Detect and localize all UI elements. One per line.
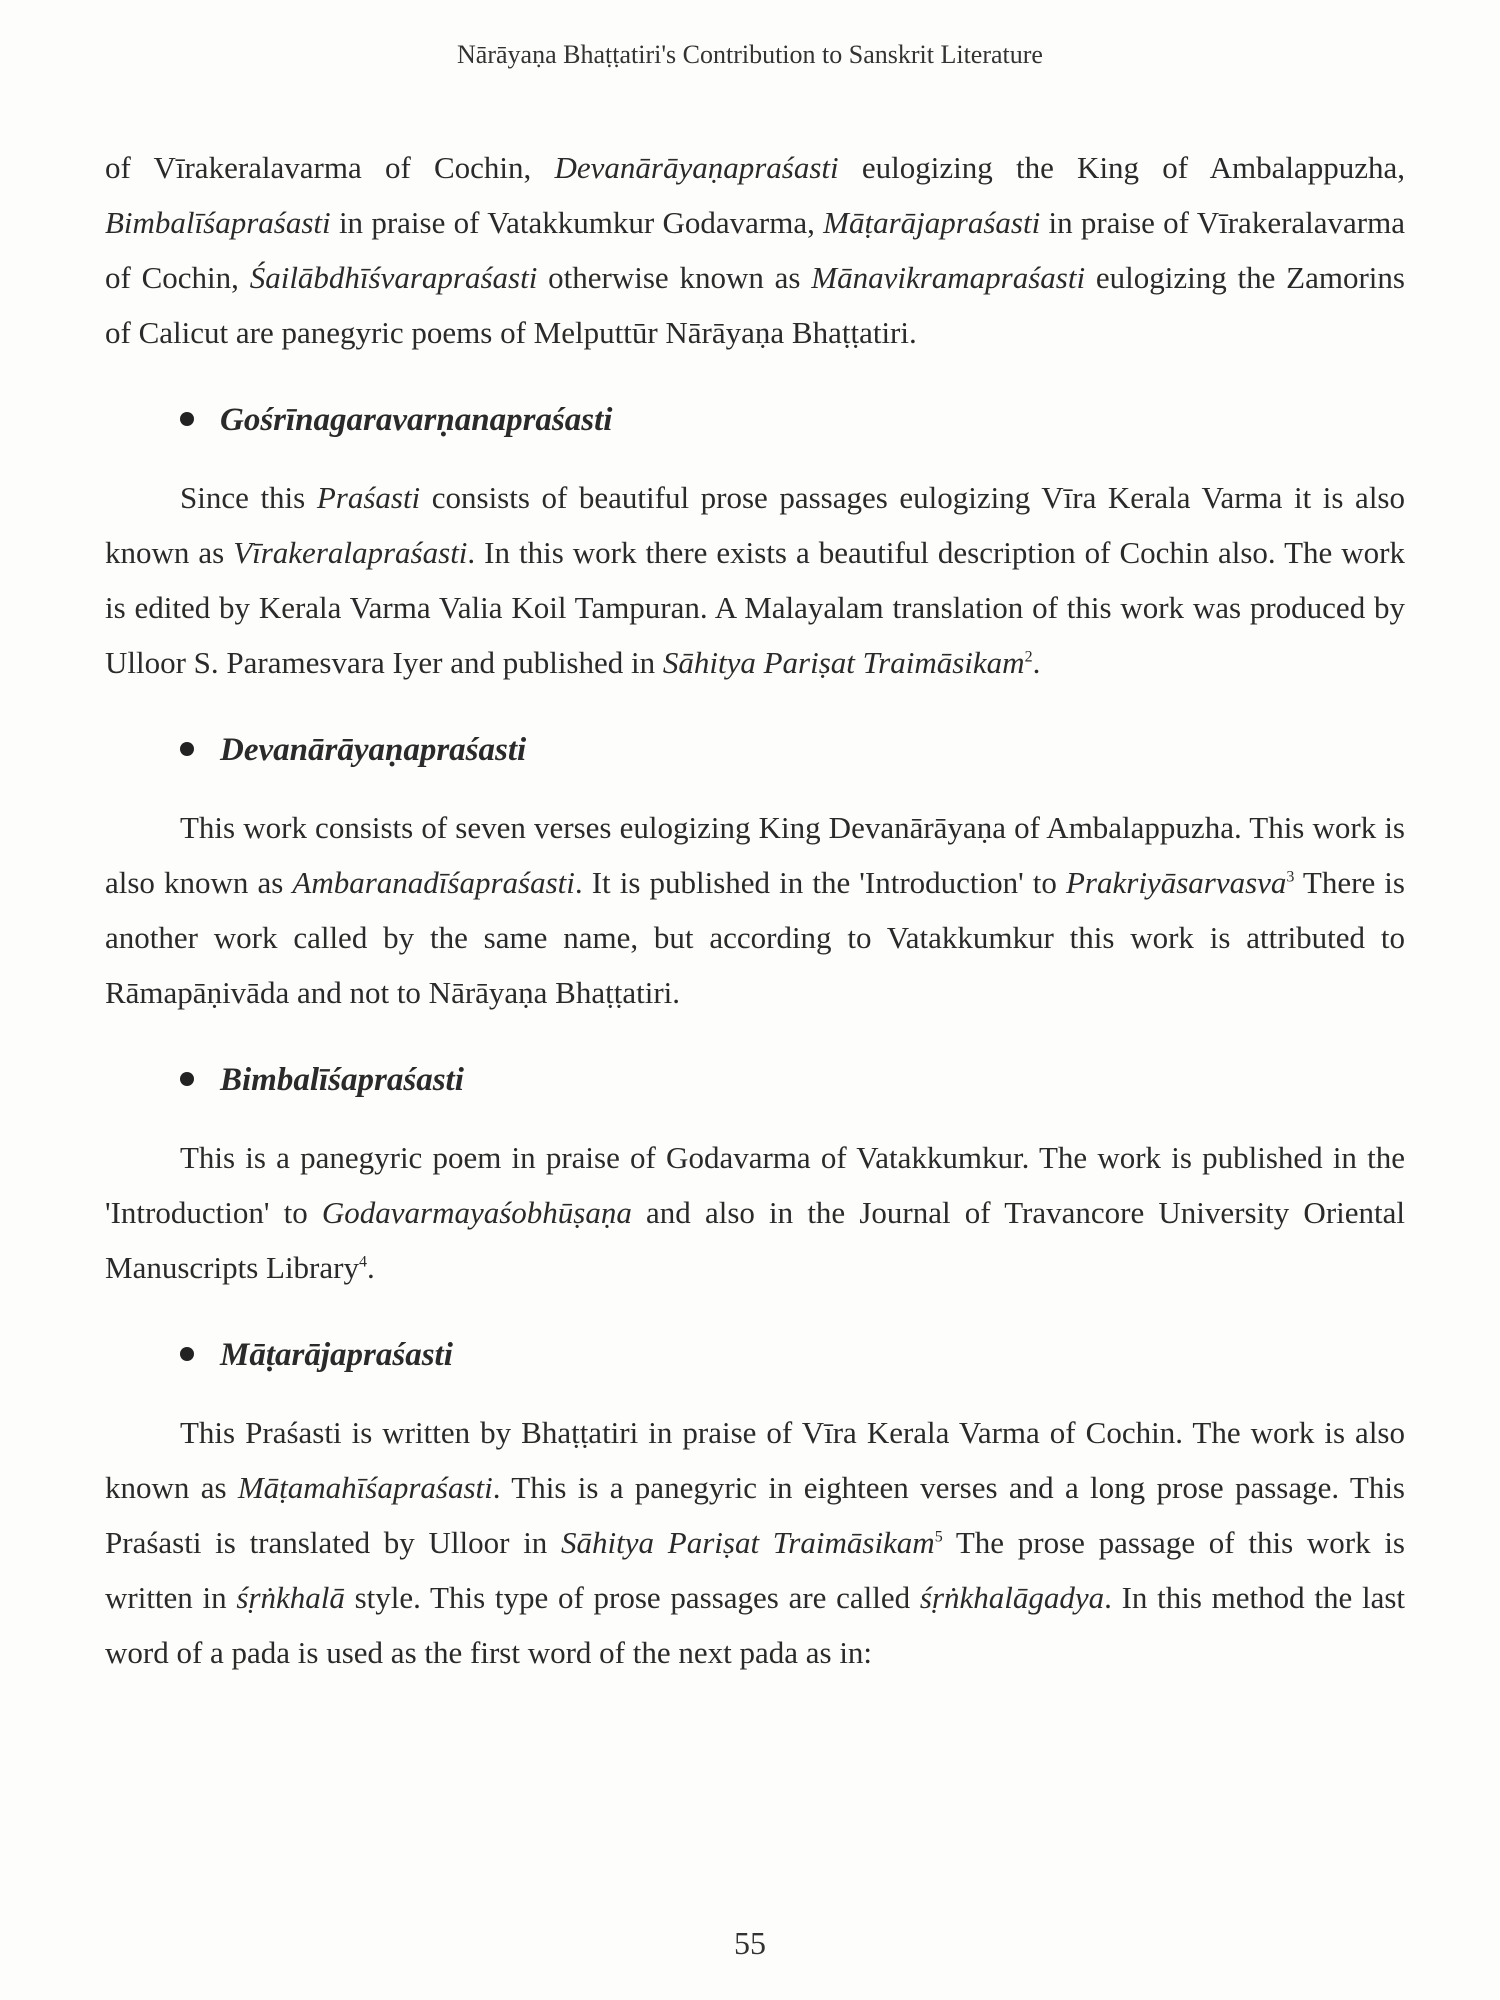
work-title: Bimbalīśapraśasti <box>105 205 331 240</box>
text-run: This is a panegyric poem in praise of Godavarma of Vatakkumkur. The work is published in the 'Introduction' to <box>105 1140 1405 1230</box>
text-run: eulogizing the King of Ambalappuzha, <box>838 150 1405 185</box>
text-run: . This is a panegyric in eighteen verses and a long prose passage. This Praśasti is translated by Ulloor in <box>105 1470 1405 1560</box>
work-title: Māṭamahīśapraśasti <box>237 1470 493 1505</box>
text-run: . In this method the last word of a pada is used as the first word of the next pada as in: <box>105 1580 1406 1670</box>
text-run: This Praśasti is written by Bhaṭṭatiri in praise of Vīra Kerala Varma of Cochin. The work is also known as <box>105 1415 1405 1505</box>
text-run: This work consists of seven verses eulogizing King Devanārāyaṇa of Ambalappuzha. This work is also known as <box>105 810 1405 900</box>
text-run: style. This type of prose passages are called <box>344 1580 920 1615</box>
work-title: Prakriyāsarvasva <box>1066 865 1287 900</box>
text-run: . <box>1032 645 1041 680</box>
section-heading <box>105 718 1405 782</box>
text-run: The prose passage of this work is written in <box>105 1525 1405 1615</box>
work-title: Devanārāyaṇapraśasti <box>554 150 839 185</box>
footnote-ref[interactable]: 4 <box>358 1253 367 1271</box>
text-run: and also in the Journal of Travancore University Oriental Manuscripts Library <box>105 1195 1406 1285</box>
text-run: otherwise known as <box>537 260 812 295</box>
section-paragraph <box>105 800 1405 1020</box>
work-title: Vīrakeralapraśasti <box>233 535 468 570</box>
text-run: consists of beautiful prose passages eulogizing Vīra Kerala Varma it is also known as <box>105 480 1405 570</box>
section-heading <box>105 388 1405 452</box>
footnote-ref[interactable]: 5 <box>934 1528 943 1546</box>
section-paragraph <box>105 1405 1405 1680</box>
text-run: . <box>366 1250 375 1285</box>
text-run: There is another work called by the same name, but according to Vatakkumkur this work is attributed to Rāmapāṇivāda and not to Nārāyaṇa Bhaṭṭatiri. <box>105 865 1405 1010</box>
bullet-icon <box>180 412 194 426</box>
work-title: Sāhitya Pariṣat Traimāsikam <box>561 1525 935 1560</box>
work-title: Śailābdhīśvarapraśasti <box>249 260 538 295</box>
text-run: of Vīrakeralavarma of Cochin, <box>105 150 555 185</box>
section-heading-text: Devanārāyaṇapraśasti <box>220 732 527 768</box>
section-paragraph <box>105 470 1405 690</box>
text-run: in praise of Vīrakeralavarma of Cochin, <box>105 205 1405 295</box>
page-number: 55 <box>734 1925 766 1961</box>
text-run: . In this work there exists a beautiful description of Cochin also. The work is edited by Kerala Varma Valia Koil Tampuran. A Malayalam translation of this work was produced by Ulloor S. Paramesvara Iyer and published in <box>105 535 1405 680</box>
text-run: . It is published in the 'Introduction' to <box>574 865 1066 900</box>
footnote-ref[interactable]: 2 <box>1024 648 1033 666</box>
text-run: Since this <box>180 480 317 515</box>
bullet-icon <box>180 1072 194 1086</box>
term: śṛṅkhalā <box>236 1580 345 1615</box>
work-title: Praśasti <box>316 480 421 515</box>
section-heading-text: Bimbalīśapraśasti <box>220 1062 464 1098</box>
work-title: Sāhitya Pariṣat Traimāsikam <box>662 645 1025 680</box>
text-run: in praise of Vatakkumkur Godavarma, <box>330 205 824 240</box>
text-run: eulogizing the Zamorins of Calicut are panegyric poems of Melputtūr Nārāyaṇa Bhaṭṭatiri. <box>105 260 1405 350</box>
intro-paragraph <box>105 140 1405 360</box>
section-paragraph <box>105 1130 1405 1295</box>
term: śṛṅkhalāgadya <box>919 1580 1105 1615</box>
section-heading <box>105 1323 1405 1387</box>
work-title: Godavarmayaśobhūṣaṇa <box>321 1195 632 1230</box>
work-title: Ambaranadīśapraśasti <box>292 865 575 900</box>
page-body <box>105 140 1405 1680</box>
bullet-icon <box>180 1347 194 1361</box>
section-heading <box>105 1048 1405 1112</box>
running-head: Nārāyaṇa Bhaṭṭatiri's Contribution to Sanskrit Literature <box>457 40 1043 69</box>
bullet-icon <box>180 742 194 756</box>
work-title: Māṭarājapraśasti <box>823 205 1041 240</box>
section-heading-text: Māṭarājapraśasti <box>220 1337 453 1373</box>
section-heading-text: Gośrīnagaravarṇanapraśasti <box>220 402 613 438</box>
work-title: Mānavikramapraśasti <box>811 260 1086 295</box>
footnote-ref[interactable]: 3 <box>1286 868 1295 886</box>
